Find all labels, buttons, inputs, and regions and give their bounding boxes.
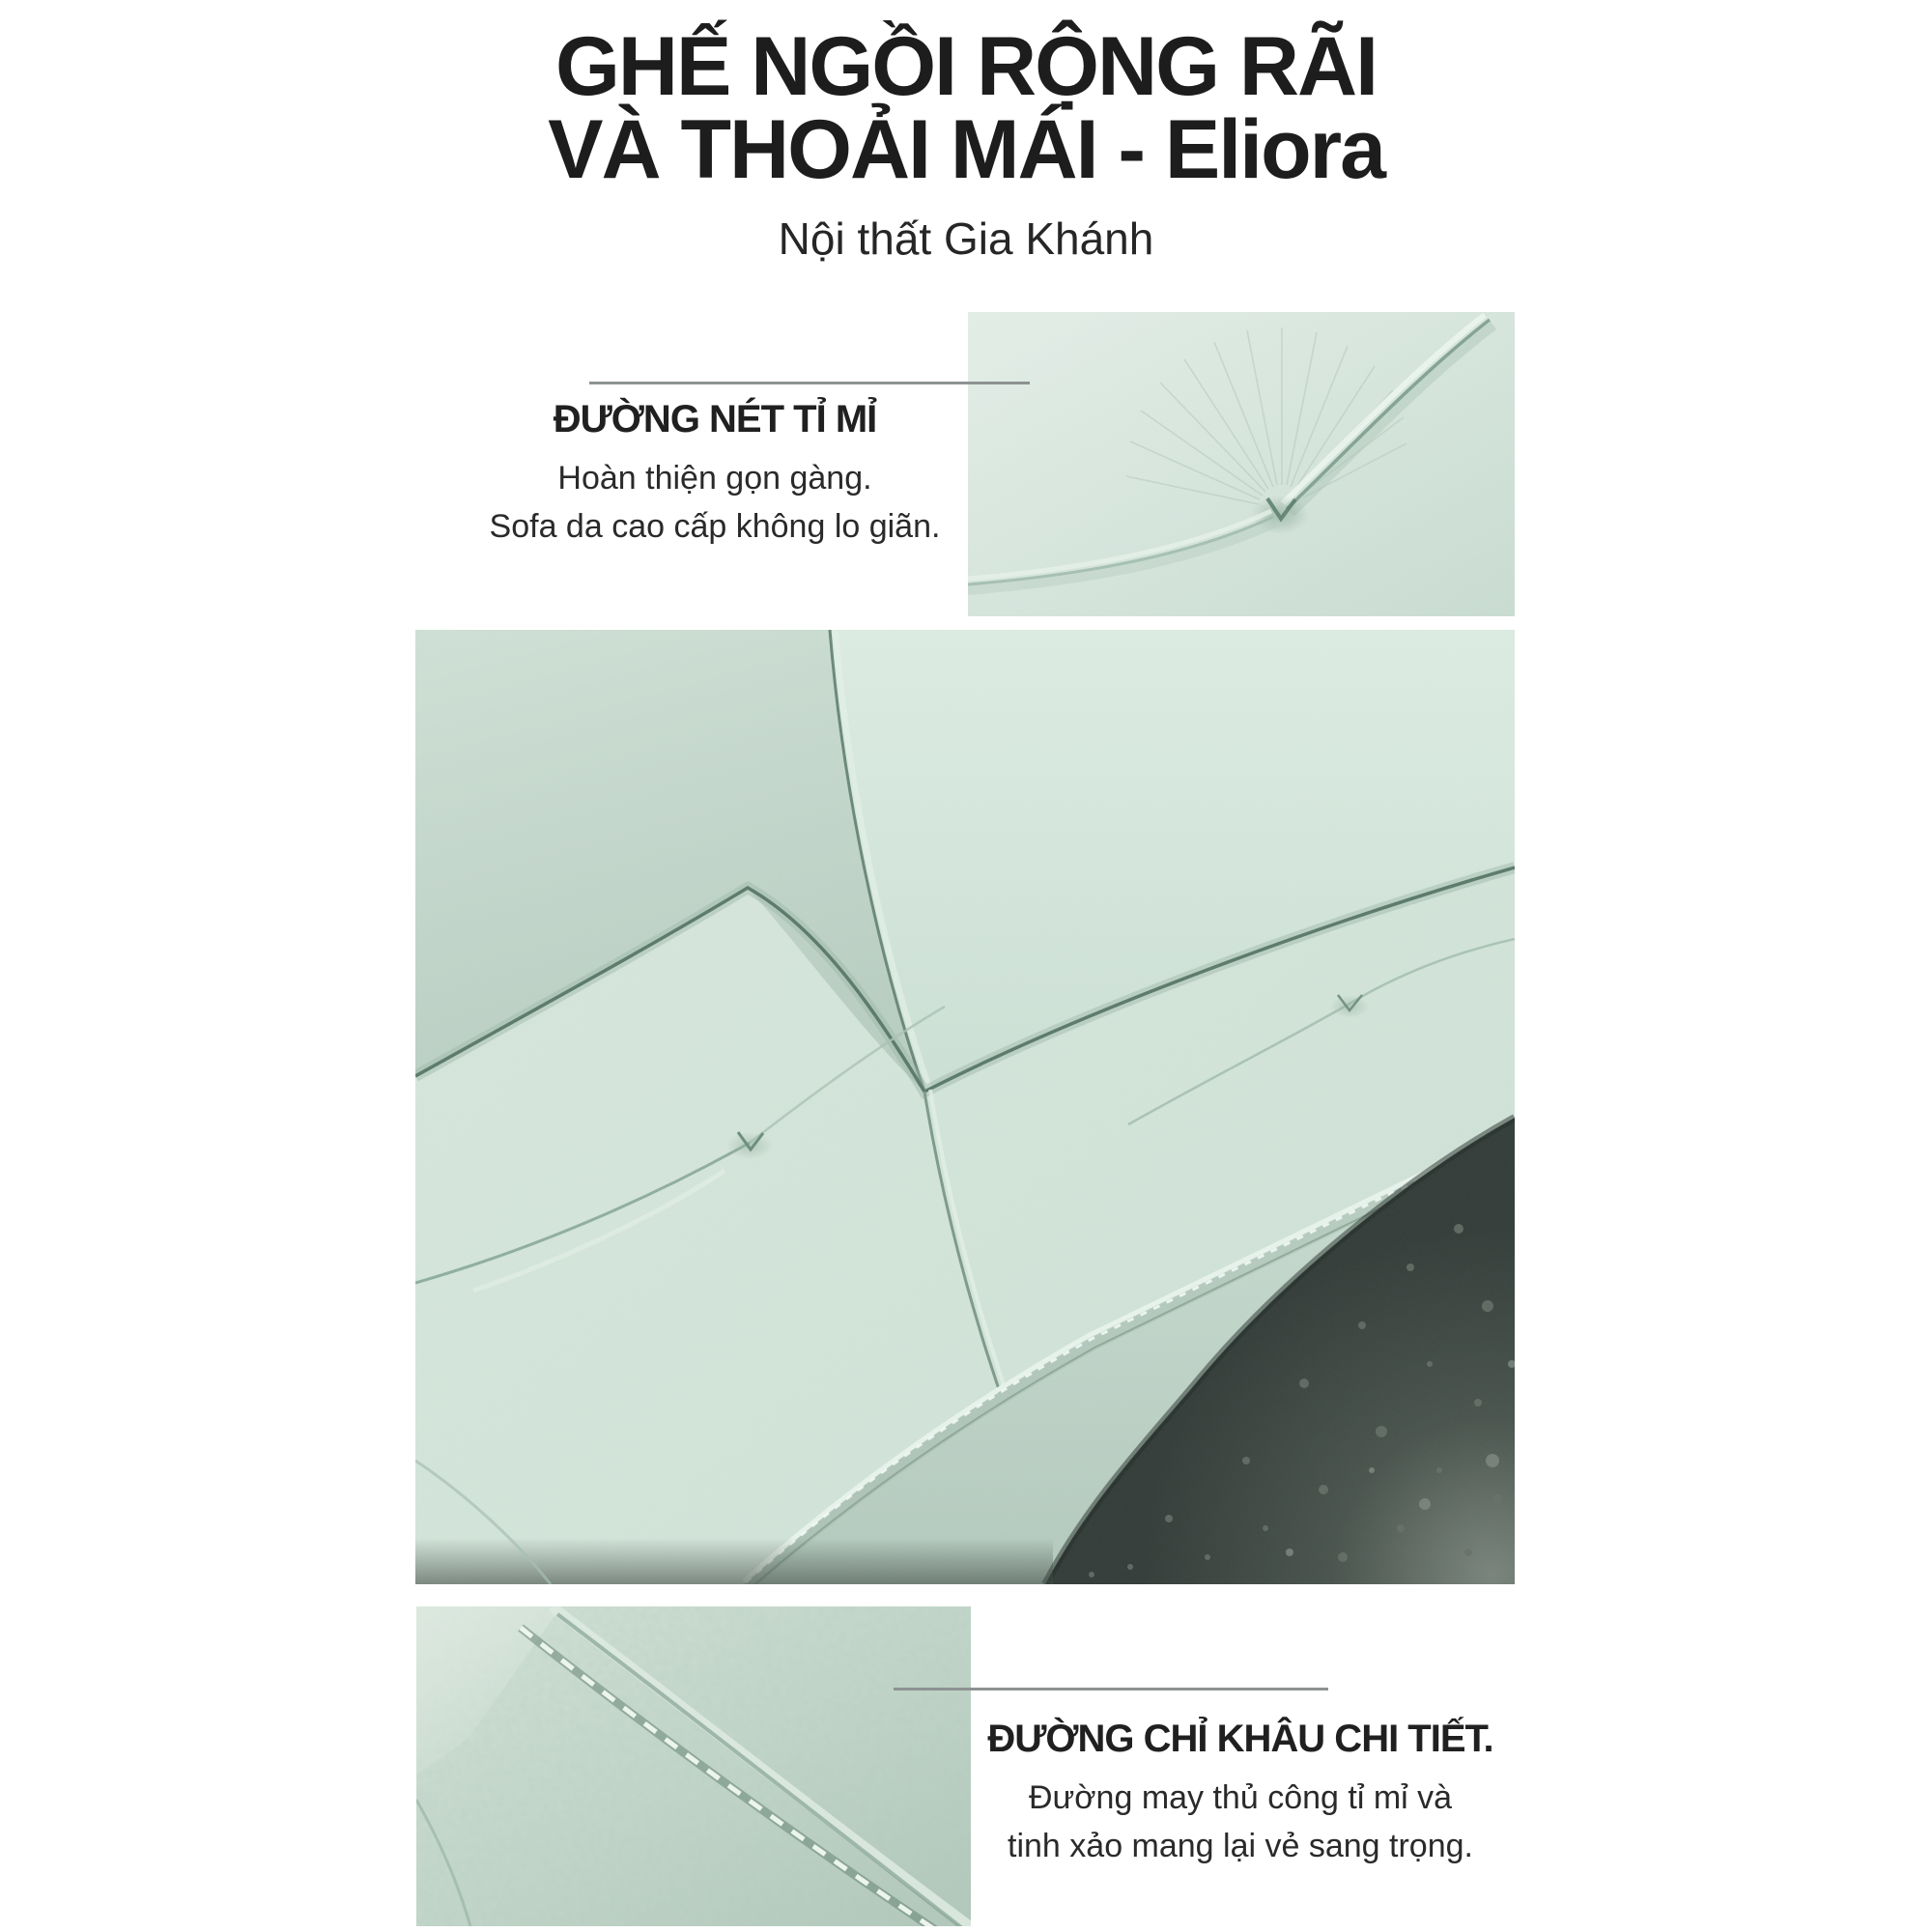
stitching-body-1: Đường may thủ công tỉ mỉ và <box>1028 1779 1453 1816</box>
photo-stitch-closeup <box>416 1606 971 1926</box>
title-line-1: GHẾ NGỒI RỘNG RÃI <box>555 20 1377 113</box>
page-title <box>0 20 1932 265</box>
section-craftsmanship <box>415 398 1014 551</box>
photo-cushion-closeup <box>968 312 1515 616</box>
craftsmanship-body-2: Sofa da cao cấp không lo giãn. <box>489 507 941 545</box>
craftsmanship-body-1: Hoàn thiện gọn gàng. <box>557 460 872 497</box>
separator-line-right <box>894 1688 1328 1690</box>
photo-sofa-seat <box>415 630 1515 1584</box>
stitching-heading: ĐƯỜNG CHỈ KHÂU CHI TIẾT. <box>987 1718 1493 1760</box>
title-line-2: VÀ THOẢI MÁI - Eliora <box>548 103 1384 196</box>
separator-line-left <box>589 382 1030 384</box>
craftsmanship-heading: ĐƯỜNG NÉT TỈ MỈ <box>553 398 877 440</box>
section-stitching <box>987 1718 1493 1870</box>
stitching-body-2: tinh xảo mang lại vẻ sang trọng. <box>1008 1827 1473 1864</box>
brand-subtitle: Nội thất Gia Khánh <box>778 213 1154 264</box>
